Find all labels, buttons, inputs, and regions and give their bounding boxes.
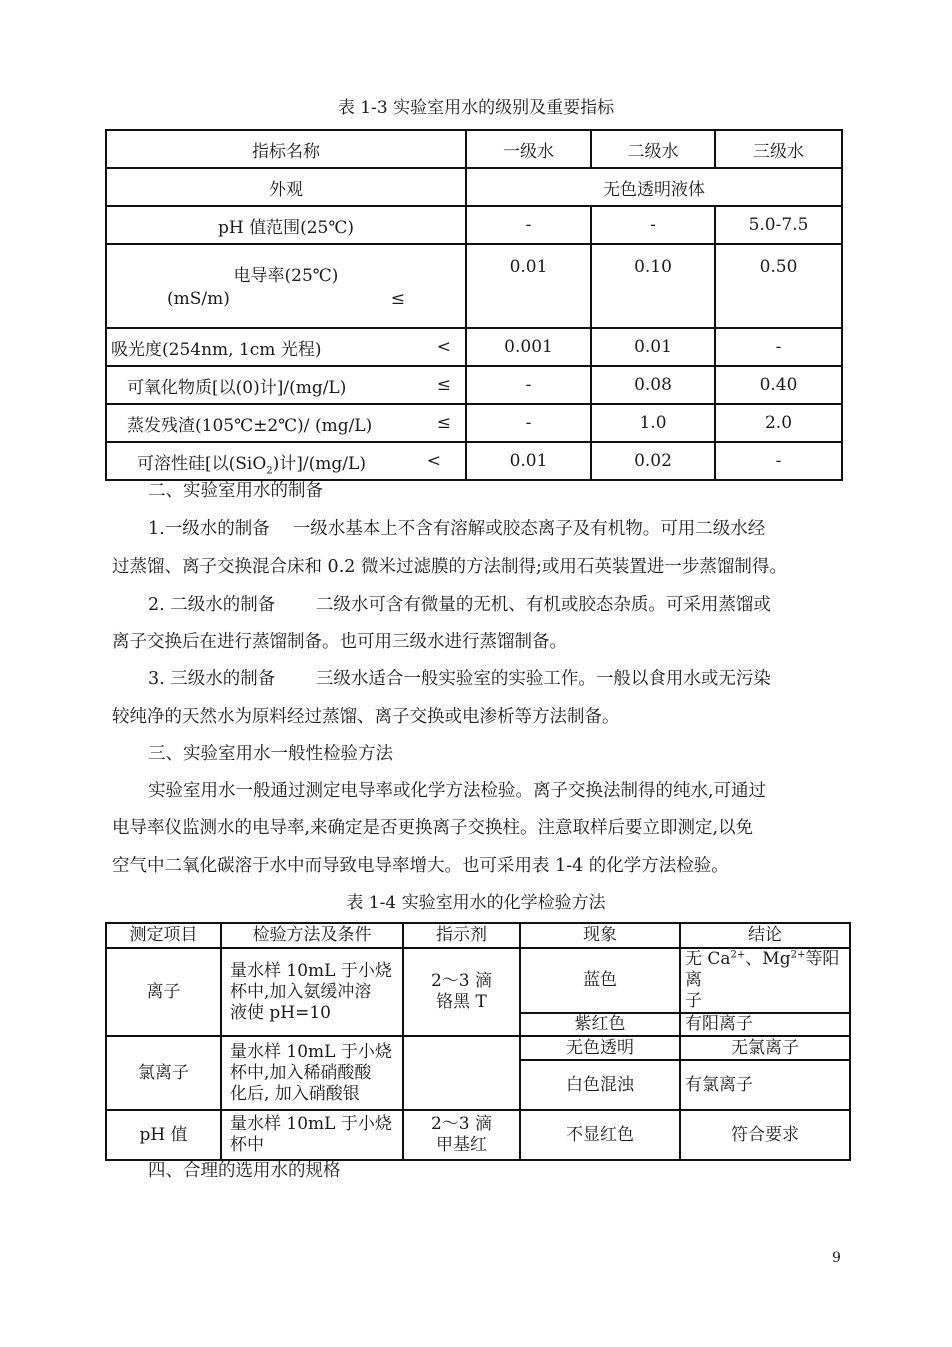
row-value: 0.01 xyxy=(591,328,715,366)
header-grade-3: 三级水 xyxy=(715,130,842,168)
row-value: 0.50 xyxy=(715,244,842,328)
conclusion-cell: 符合要求 xyxy=(680,1110,850,1160)
text-part: 、Mg xyxy=(745,949,791,969)
row-name-text xyxy=(137,449,366,474)
conclusion-line xyxy=(685,949,849,991)
method-line: 杯中,加入稀硝酸酸 xyxy=(230,1062,372,1083)
row-value: 0.08 xyxy=(591,366,715,404)
paragraph-line: 较纯净的天然水为原料经过蒸馏、离子交换或电渗析等方法制备。 xyxy=(112,707,620,727)
paragraph-line: 电导率仪监测水的电导率,来确定是否更换离子交换柱。注意取样后要立即测定,以免 xyxy=(112,818,754,838)
row-value: - xyxy=(466,404,591,442)
method-line: 液使 pH=10 xyxy=(230,1002,331,1023)
header-grade-2: 二级水 xyxy=(591,130,715,168)
section-4-heading: 四、合理的选用水的规格 xyxy=(148,1161,341,1181)
row-operator: ≤ xyxy=(436,413,451,433)
method-line: 杯中,加入氨缓冲溶 xyxy=(230,981,372,1002)
conclusion-cell xyxy=(680,948,850,1013)
phenomenon-cell: 紫红色 xyxy=(520,1013,680,1036)
row-name: 外观 xyxy=(106,168,466,206)
paragraph-line: 3. 三级水的制备 三级水适合一般实验室的实验工作。一般以食用水或无污染 xyxy=(148,669,771,689)
method-line: 杯中 xyxy=(230,1135,264,1155)
table-row xyxy=(106,168,842,206)
indicator-cell xyxy=(403,1036,520,1110)
row-value: 无色透明液体 xyxy=(466,168,842,206)
row-value: 0.02 xyxy=(591,442,715,480)
row-operator: ≤ xyxy=(436,375,451,395)
row-name: pH 值范围(25℃) xyxy=(106,206,466,244)
conclusion-cell: 有氯离子 xyxy=(680,1060,850,1110)
row-name-part: )计]/(mg/L) xyxy=(272,453,366,474)
superscript: 2+ xyxy=(790,949,806,961)
method-line: 化后, 加入硝酸银 xyxy=(230,1083,360,1104)
header-method: 检验方法及条件 xyxy=(221,923,403,948)
section-3-heading: 三、实验室用水一般性检验方法 xyxy=(148,744,393,764)
method-cell xyxy=(221,1110,403,1160)
method-line: 量水样 10mL 于小烧 xyxy=(230,1041,392,1062)
header-indicator: 指示剂 xyxy=(403,923,520,948)
text-part: 无 Ca xyxy=(685,949,731,969)
table-row xyxy=(106,1110,850,1160)
header-item: 测定项目 xyxy=(106,923,221,948)
table-1-4-caption: 表 1-4 实验室用水的化学检验方法 xyxy=(346,893,606,913)
conclusion-cell: 无氯离子 xyxy=(680,1036,850,1060)
row-name xyxy=(106,244,466,328)
table-row xyxy=(106,206,842,244)
row-operator: < xyxy=(436,337,451,357)
row-name xyxy=(106,404,466,442)
row-name-text: 可氧化物质[以(0)计]/(mg/L) xyxy=(127,377,347,398)
indicator-line: 甲基红 xyxy=(436,1135,487,1155)
phenomenon-cell: 不显红色 xyxy=(520,1110,680,1160)
item-cell: pH 值 xyxy=(106,1110,221,1160)
row-value: 5.0-7.5 xyxy=(715,206,842,244)
table-header-row xyxy=(106,923,850,948)
method-line: 量水样 10mL 于小烧 xyxy=(230,960,392,981)
row-value: 1.0 xyxy=(591,404,715,442)
table-row xyxy=(106,244,842,328)
table-row xyxy=(106,366,842,404)
row-value: 2.0 xyxy=(715,404,842,442)
table-header-row xyxy=(106,130,842,168)
table-row xyxy=(106,1036,850,1060)
phenomenon-cell: 蓝色 xyxy=(520,948,680,1013)
phenomenon-cell: 无色透明 xyxy=(520,1036,680,1060)
section-2-heading: 二、实验室用水的制备 xyxy=(148,481,323,501)
row-name-part: 可溶性硅[以(SiO xyxy=(137,453,267,474)
header-conclusion: 结论 xyxy=(680,923,850,948)
header-phenomenon: 现象 xyxy=(520,923,680,948)
method-cell xyxy=(221,1036,403,1110)
item-cell: 氯离子 xyxy=(106,1036,221,1110)
subscript: 2 xyxy=(266,464,273,476)
table-1-3-caption: 表 1-3 实验室用水的级别及重要指标 xyxy=(337,98,615,118)
row-value: 0.10 xyxy=(591,244,715,328)
table-row xyxy=(106,328,842,366)
row-value: - xyxy=(466,206,591,244)
row-operator: ≤ xyxy=(390,289,405,309)
row-name xyxy=(106,366,466,404)
row-value: 0.01 xyxy=(466,244,591,328)
indicator-line: 2～3 滴 xyxy=(430,971,493,991)
method-line: 量水样 10mL 于小烧 xyxy=(230,1114,392,1134)
indicator-line: 铬黑 T xyxy=(436,992,487,1012)
conclusion-line: 子 xyxy=(685,991,702,1011)
row-value: 0.001 xyxy=(466,328,591,366)
paragraph-line: 空气中二氧化碳溶于水中而导致电导率增大。也可采用表 1-4 的化学方法检验。 xyxy=(112,856,729,876)
page-number: 9 xyxy=(832,1250,841,1266)
text-part: 等阳离 xyxy=(685,949,840,990)
indicator-cell xyxy=(403,948,520,1036)
row-value: - xyxy=(466,366,591,404)
row-name-line1: 电导率(25℃) xyxy=(233,266,339,286)
table-row xyxy=(106,442,842,480)
row-value: - xyxy=(715,328,842,366)
phenomenon-cell: 白色混浊 xyxy=(520,1060,680,1110)
paragraph-line: 1.一级水的制备 一级水基本上不含有溶解或胶态离子及有机物。可用二级水经 xyxy=(148,519,766,539)
method-cell xyxy=(221,948,403,1036)
row-value: - xyxy=(715,442,842,480)
header-grade-1: 一级水 xyxy=(466,130,591,168)
row-value: 0.01 xyxy=(466,442,591,480)
table-row xyxy=(106,948,850,1013)
table-1-4 xyxy=(105,922,851,1161)
row-operator: < xyxy=(426,451,441,471)
paragraph-line: 离子交换后在进行蒸馏制备。也可用三级水进行蒸馏制备。 xyxy=(112,632,567,652)
table-row xyxy=(106,404,842,442)
indicator-cell xyxy=(403,1110,520,1160)
row-name-text: 蒸发残渣(105℃±2℃)/ (mg/L) xyxy=(127,415,373,436)
row-value: 0.40 xyxy=(715,366,842,404)
indicator-line: 2～3 滴 xyxy=(430,1114,493,1134)
row-name xyxy=(106,328,466,366)
row-name xyxy=(106,442,466,480)
paragraph-line: 2. 二级水的制备 二级水可含有微量的无机、有机或胶态杂质。可采用蒸馏或 xyxy=(148,595,771,615)
table-1-3 xyxy=(105,129,843,481)
row-name-unit: (mS/m) xyxy=(167,289,230,309)
conclusion-cell: 有阳离子 xyxy=(680,1013,850,1036)
row-value: - xyxy=(591,206,715,244)
item-cell: 离子 xyxy=(106,948,221,1036)
paragraph-line: 实验室用水一般通过测定电导率或化学方法检验。离子交换法制得的纯水,可通过 xyxy=(148,781,767,801)
superscript: 2+ xyxy=(730,949,746,961)
paragraph-line: 过蒸馏、离子交换混合床和 0.2 微米过滤膜的方法制得;或用石英装置进一步蒸馏制得。 xyxy=(112,557,787,577)
row-name-text: 吸光度(254nm, 1cm 光程) xyxy=(111,339,322,360)
header-indicator-name: 指标名称 xyxy=(106,130,466,168)
